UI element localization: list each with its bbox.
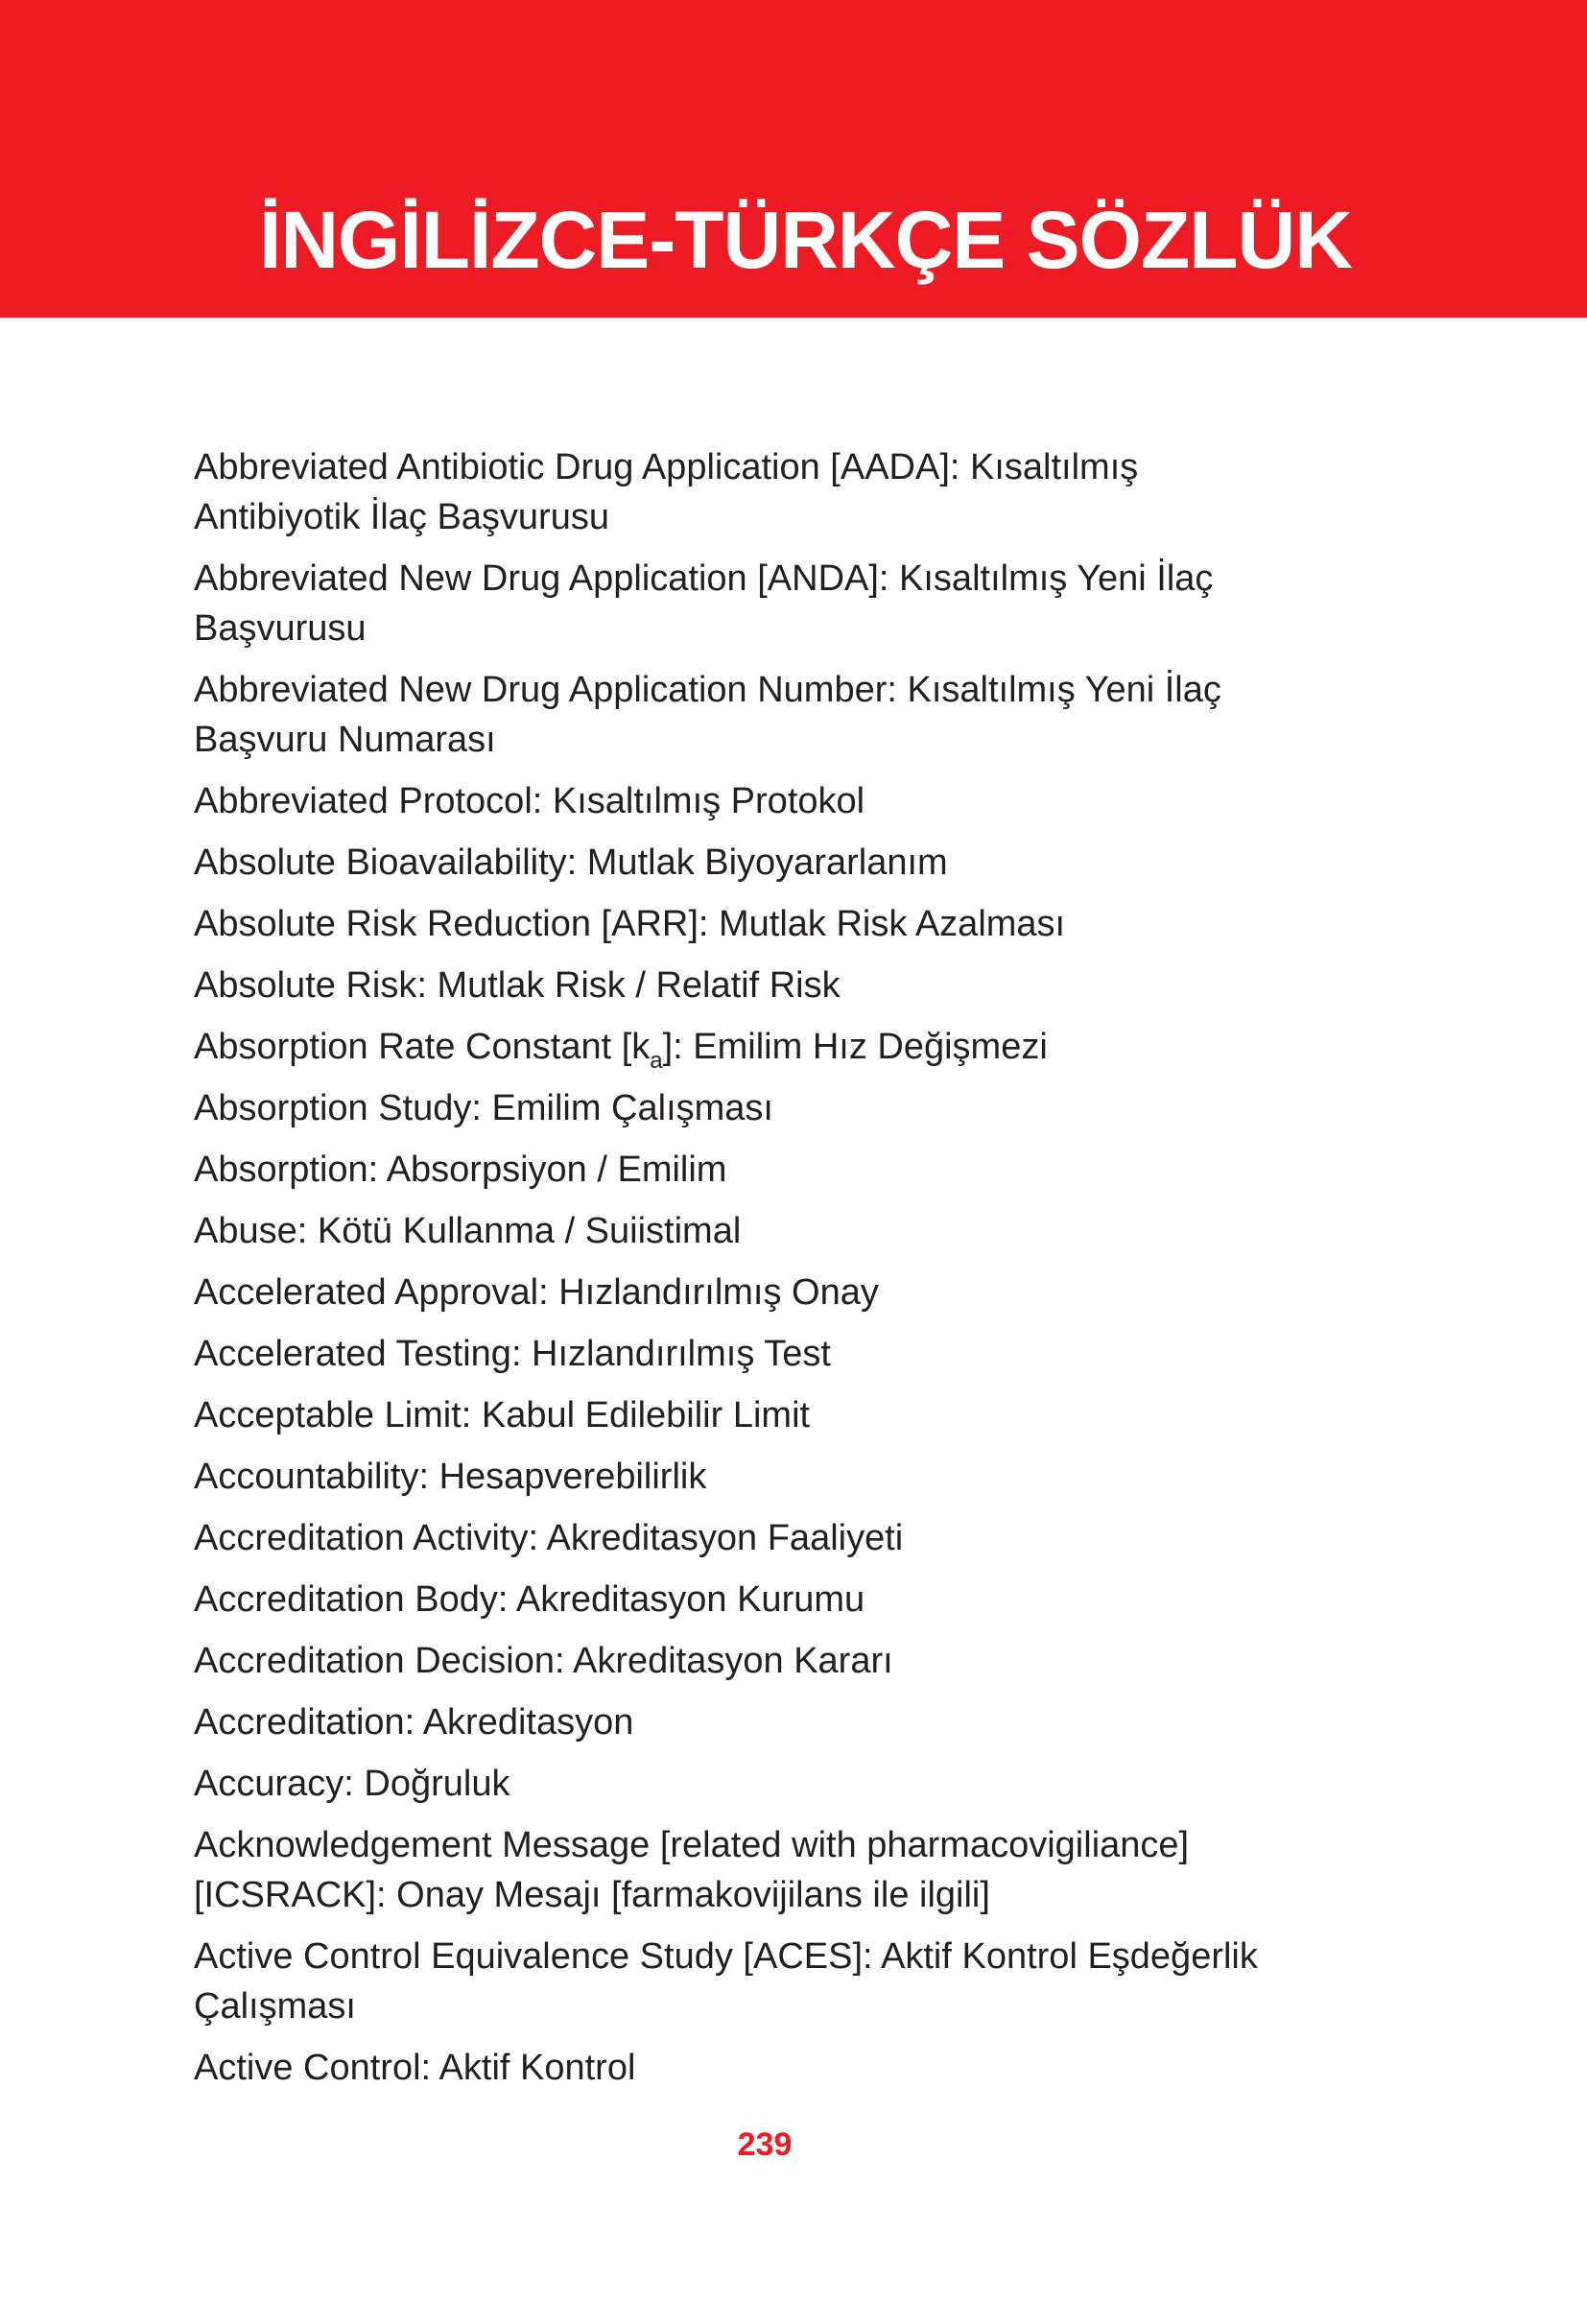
glossary-entry bbox=[194, 1820, 1393, 1920]
entry-line-1: Abbreviated Antibiotic Drug Application [AADA]: Kısaltılmış bbox=[194, 447, 1139, 487]
entry-line-2: [ICSRACK]: Onay Mesajı [farmakovijilans ile ilgili] bbox=[194, 1875, 990, 1915]
glossary-entry: Acceptable Limit: Kabul Edilebilir Limit bbox=[194, 1395, 811, 1435]
entry-line-1: Active Control Equivalence Study [ACES]: Aktif Kontrol Eşdeğerlik bbox=[194, 1936, 1258, 1977]
glossary-entry: Absorption Study: Emilim Çalışması bbox=[194, 1088, 773, 1128]
glossary-entry: Accreditation Body: Akreditasyon Kurumu bbox=[194, 1579, 865, 1620]
glossary-entry: Accreditation: Akreditasyon bbox=[194, 1702, 634, 1743]
entry-line-1: Abbreviated New Drug Application [ANDA]: Kısaltılmış Yeni İlaç bbox=[194, 558, 1214, 599]
glossary-entry bbox=[194, 1932, 1393, 2031]
glossary-entry: Active Control: Aktif Kontrol bbox=[194, 2048, 636, 2088]
glossary-entry: Accelerated Testing: Hızlandırılmış Test bbox=[194, 1334, 831, 1374]
glossary-entry bbox=[194, 554, 1393, 653]
glossary-entry bbox=[194, 442, 1393, 542]
page-number: 239 bbox=[737, 2126, 793, 2163]
entry-text-after-subscript: ]: Emilim Hız Değişmezi bbox=[662, 1027, 1048, 1067]
glossary-entry bbox=[194, 665, 1393, 765]
glossary-entry: Accreditation Activity: Akreditasyon Faaliyeti bbox=[194, 1518, 904, 1558]
glossary-entry: Accreditation Decision: Akreditasyon Kararı bbox=[194, 1641, 893, 1681]
glossary-entry: Accountability: Hesapverebilirlik bbox=[194, 1457, 707, 1497]
entry-line-1: Abbreviated New Drug Application Number: Kısaltılmış Yeni İlaç bbox=[194, 670, 1221, 710]
entry-line-2: Başvurusu bbox=[194, 608, 367, 649]
glossary-entry: Absolute Bioavailability: Mutlak Biyoyararlanım bbox=[194, 842, 948, 883]
glossary-entry: Abuse: Kötü Kullanma / Suiistimal bbox=[194, 1211, 742, 1251]
page-title: İNGİLİZCE-TÜRKÇE SÖZLÜK bbox=[259, 195, 1352, 285]
entry-line-2: Antibiyotik İlaç Başvurusu bbox=[194, 497, 609, 537]
glossary-entry: Absorption: Absorpsiyon / Emilim bbox=[194, 1150, 727, 1190]
glossary-entry: Abbreviated Protocol: Kısaltılmış Protokol bbox=[194, 781, 865, 821]
glossary-entry: Accuracy: Doğruluk bbox=[194, 1764, 510, 1804]
subscript: a bbox=[650, 1048, 663, 1074]
glossary-entry: Absolute Risk: Mutlak Risk / Relatif Risk bbox=[194, 965, 841, 1006]
glossary-entry: Absolute Risk Reduction [ARR]: Mutlak Risk Azalması bbox=[194, 904, 1066, 944]
entry-line-1: Acknowledgement Message [related with pharmacovigiliance] bbox=[194, 1825, 1190, 1865]
glossary-entry: Accelerated Approval: Hızlandırılmış Onay bbox=[194, 1272, 879, 1313]
entry-line-2: Çalışması bbox=[194, 1986, 356, 2027]
entry-text-before-subscript: Absorption Rate Constant [k bbox=[194, 1027, 651, 1067]
entry-line-2: Başvuru Numarası bbox=[194, 720, 496, 760]
header-band bbox=[0, 0, 1587, 318]
glossary-entry bbox=[194, 1022, 1393, 1072]
glossary-list bbox=[194, 442, 1393, 2104]
